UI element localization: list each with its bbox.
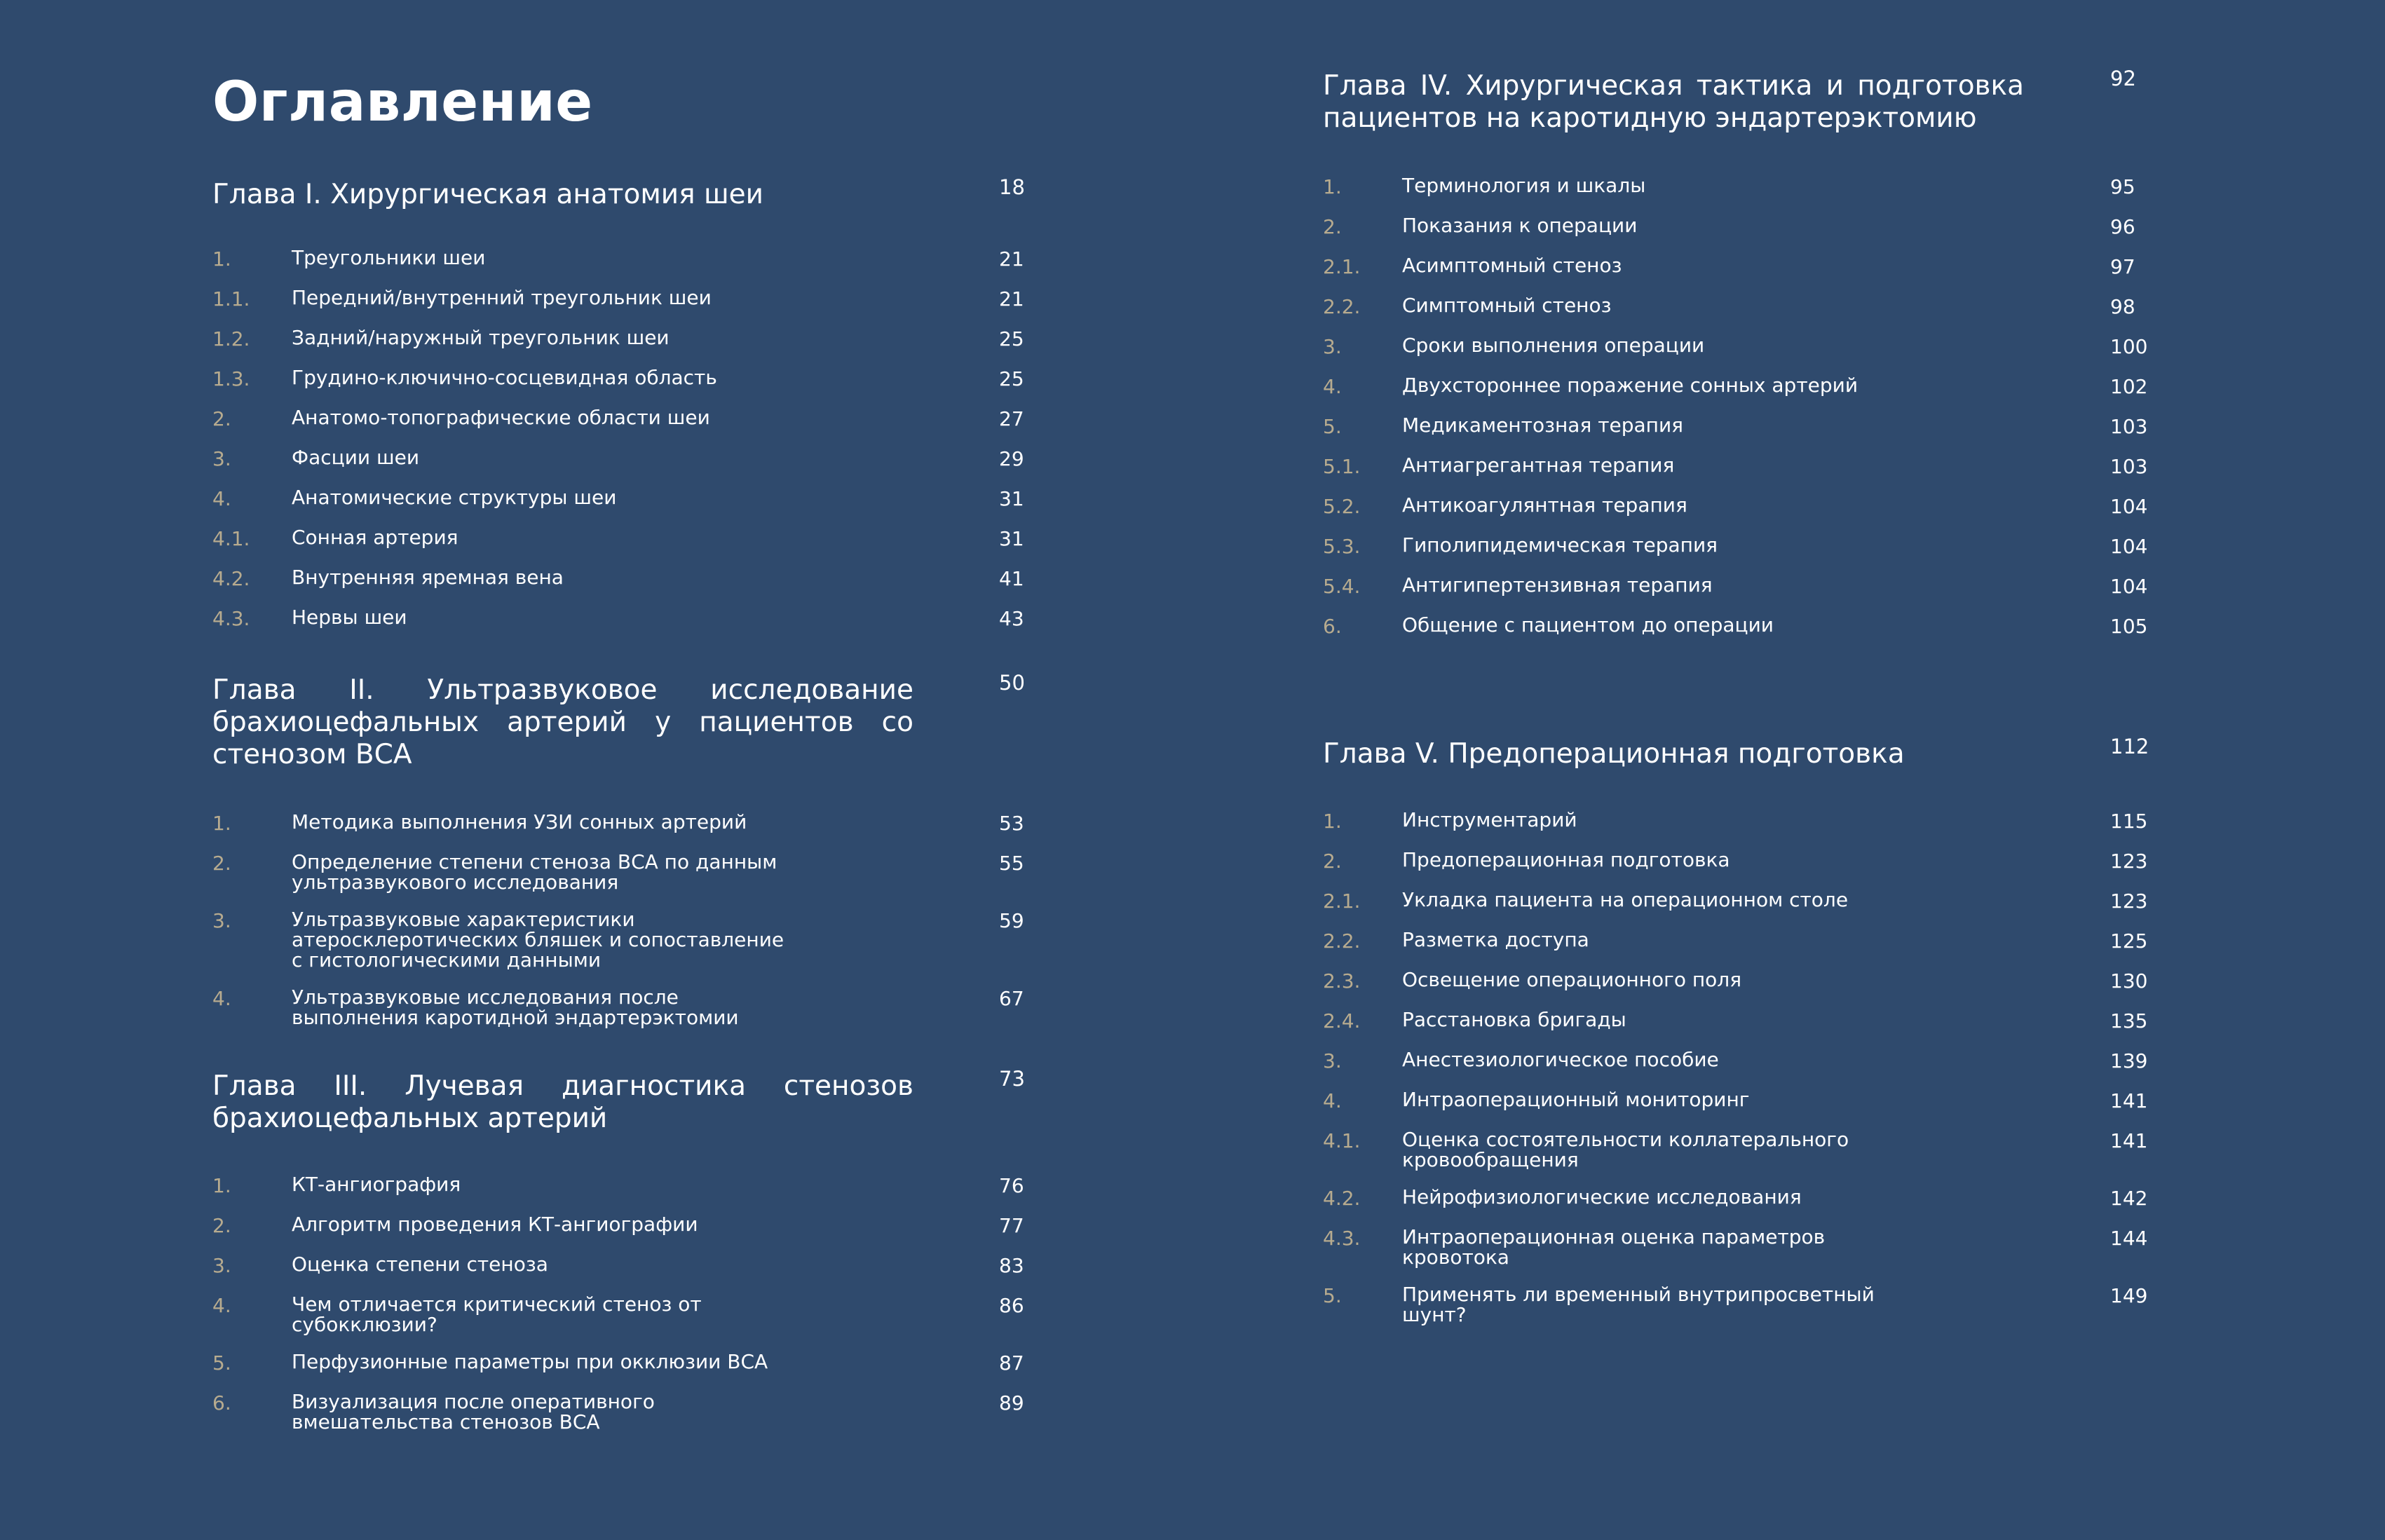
- entry-title: Анатомические структуры шеи: [292, 486, 617, 509]
- toc-entry: [1323, 969, 2150, 993]
- entry-page-number: 55: [999, 852, 1024, 875]
- entry-number: 2.4.: [1323, 1009, 1361, 1033]
- toc-entry: [212, 527, 1026, 550]
- toc-entry: [212, 1391, 1026, 1432]
- entry-number: 3.: [212, 447, 231, 470]
- entry-number: 6.: [212, 1391, 231, 1415]
- toc-entry: [1323, 1227, 2150, 1267]
- chapter-page-number: 112: [2110, 735, 2149, 758]
- entry-number: 2.2.: [1323, 929, 1361, 953]
- entry-page-number: 29: [999, 447, 1024, 470]
- chapter-title: Глава III. Лучевая диагностика стенозов брахиоцефальных артерий: [212, 1070, 913, 1134]
- entry-page-number: 77: [999, 1214, 1024, 1237]
- toc-entry: [212, 812, 1026, 835]
- entry-title: Треугольники шеи: [292, 246, 486, 269]
- entry-number: 5.4.: [1323, 575, 1361, 598]
- chapter-heading: [1323, 735, 2150, 770]
- page-title: Оглавление: [212, 71, 593, 134]
- entry-page-number: 103: [2110, 415, 2148, 438]
- entry-title: Ультразвуковые исследования после выполнения каротидной эндартерэктомии: [292, 986, 739, 1029]
- entry-title: Сонная артерия: [292, 526, 458, 549]
- entry-title: Терминология и шкалы: [1402, 174, 1646, 197]
- entry-number: 1.: [212, 812, 231, 835]
- entry-number: 1.: [1323, 175, 1342, 198]
- entry-number: 6.: [1323, 615, 1342, 638]
- toc-entry: [212, 247, 1026, 271]
- entry-title: Разметка доступа: [1402, 928, 1589, 951]
- entry-number: 4.: [212, 1294, 231, 1317]
- entry-page-number: 59: [999, 909, 1024, 932]
- entry-title: Фасции шеи: [292, 446, 420, 469]
- entry-number: 1.: [212, 247, 231, 271]
- chapter-1: [212, 175, 1026, 647]
- entry-page-number: 135: [2110, 1009, 2148, 1033]
- toc-entry: [212, 1351, 1026, 1375]
- toc-entry: [212, 909, 1026, 970]
- entry-number: 3.: [212, 1254, 231, 1277]
- entry-page-number: 103: [2110, 455, 2148, 478]
- entry-page-number: 89: [999, 1391, 1024, 1415]
- toc-entry: [212, 607, 1026, 630]
- entry-number: 3.: [212, 909, 231, 932]
- entry-page-number: 139: [2110, 1049, 2148, 1072]
- entry-title: Освещение операционного поля: [1402, 968, 1742, 991]
- toc-entry: [1323, 890, 2150, 913]
- entry-title: Алгоритм проведения КТ-ангиографии: [292, 1213, 698, 1236]
- toc-entry: [1323, 295, 2150, 318]
- entry-title: Анатомо-топографические области шеи: [292, 406, 710, 429]
- entry-page-number: 27: [999, 407, 1024, 430]
- entry-page-number: 149: [2110, 1284, 2148, 1307]
- entry-page-number: 21: [999, 287, 1024, 311]
- entry-title: Симптомный стеноз: [1402, 294, 1612, 317]
- entry-number: 4.: [1323, 375, 1342, 398]
- entry-page-number: 31: [999, 487, 1024, 510]
- entry-title: Чем отличается критический стеноз от субокклюзии?: [292, 1293, 702, 1336]
- entry-page-number: 123: [2110, 890, 2148, 913]
- toc-entry: [212, 367, 1026, 390]
- entry-page-number: 130: [2110, 969, 2148, 993]
- chapter-3: [212, 1067, 1026, 1449]
- toc-entry: [1323, 455, 2150, 478]
- toc-entry: [1323, 375, 2150, 398]
- toc-entry: [212, 327, 1026, 350]
- toc-entry: [1323, 810, 2150, 833]
- entry-number: 5.1.: [1323, 455, 1361, 478]
- chapter-page-number: 50: [999, 671, 1025, 695]
- entry-title: Определение степени стеноза ВСА по данным ультразвукового исследования: [292, 850, 777, 894]
- entry-page-number: 53: [999, 812, 1024, 835]
- toc-entry: [1323, 215, 2150, 238]
- entry-title: Оценка состоятельности коллатерального кровообращения: [1402, 1128, 1849, 1171]
- entry-title: Асимптомный стеноз: [1402, 254, 1622, 277]
- chapter-4: [1323, 67, 2150, 655]
- toc-entry: [1323, 1049, 2150, 1072]
- entry-page-number: 104: [2110, 575, 2148, 598]
- entry-title: Задний/наружный треугольник шеи: [292, 326, 670, 349]
- entry-title: Анестезиологическое пособие: [1402, 1048, 1719, 1071]
- entry-page-number: 96: [2110, 215, 2135, 238]
- entry-title: Антикоагулянтная терапия: [1402, 493, 1687, 517]
- toc-entry: [212, 407, 1026, 430]
- entry-page-number: 25: [999, 327, 1024, 350]
- entry-page-number: 123: [2110, 850, 2148, 873]
- entry-title: Визуализация после оперативного вмешательства стенозов ВСА: [292, 1390, 655, 1433]
- chapter-title: Глава IV. Хирургическая тактика и подготовка пациентов на каротидную эндартерэктомию: [1323, 70, 2024, 134]
- chapter-entries: [212, 247, 1026, 630]
- entry-title: Интраоперационная оценка параметров кровотока: [1402, 1225, 1826, 1269]
- chapter-entries: [1323, 175, 2150, 638]
- entry-number: 4.2.: [1323, 1187, 1361, 1210]
- toc-entry: [1323, 850, 2150, 873]
- entry-title: Расстановка бригады: [1402, 1008, 1626, 1031]
- chapter-page-number: 73: [999, 1067, 1025, 1091]
- chapter-2: [212, 671, 1026, 1044]
- entry-page-number: 98: [2110, 295, 2135, 318]
- chapter-title: Глава II. Ультразвуковое исследование брахиоцефальных артерий у пациентов со стенозом ВСА: [212, 674, 913, 770]
- entry-number: 2.: [1323, 215, 1342, 238]
- entry-page-number: 43: [999, 607, 1024, 630]
- entry-page-number: 97: [2110, 255, 2135, 278]
- chapter-heading: [212, 671, 1026, 771]
- entry-title: Гиполипидемическая терапия: [1402, 533, 1718, 557]
- entry-page-number: 141: [2110, 1129, 2148, 1152]
- entry-title: Укладка пациента на операционном столе: [1402, 888, 1849, 911]
- toc-entry: [1323, 335, 2150, 358]
- entry-number: 1.: [1323, 810, 1342, 833]
- chapter-entries: [212, 812, 1026, 1028]
- entry-number: 2.2.: [1323, 295, 1361, 318]
- chapter-title: Глава V. Предоперационная подготовка: [1323, 738, 1905, 770]
- entry-title: Двухстороннее поражение сонных артерий: [1402, 374, 1859, 397]
- entry-page-number: 83: [999, 1254, 1024, 1277]
- toc-entry: [1323, 615, 2150, 638]
- entry-title: Нервы шеи: [292, 606, 407, 629]
- entry-number: 4.: [1323, 1089, 1342, 1112]
- toc-entry: [212, 487, 1026, 510]
- entry-number: 5.3.: [1323, 535, 1361, 558]
- entry-title: Предоперационная подготовка: [1402, 848, 1730, 871]
- entry-number: 5.: [1323, 415, 1342, 438]
- entry-page-number: 142: [2110, 1187, 2148, 1210]
- entry-number: 1.2.: [212, 327, 250, 350]
- entry-page-number: 102: [2110, 375, 2148, 398]
- entry-page-number: 115: [2110, 810, 2148, 833]
- entry-page-number: 125: [2110, 929, 2148, 953]
- entry-page-number: 86: [999, 1294, 1024, 1317]
- entry-page-number: 31: [999, 527, 1024, 550]
- entry-title: Инструментарий: [1402, 808, 1577, 831]
- toc-entry: [212, 1214, 1026, 1237]
- chapter-5: [1323, 735, 2150, 1342]
- toc-entry: [1323, 535, 2150, 558]
- toc-entry: [1323, 1187, 2150, 1210]
- entry-page-number: 100: [2110, 335, 2148, 358]
- toc-entry: [1323, 929, 2150, 953]
- entry-number: 4.1.: [1323, 1129, 1361, 1152]
- entry-page-number: 105: [2110, 615, 2148, 638]
- entry-number: 2.: [212, 1214, 231, 1237]
- chapter-heading: [212, 1067, 1026, 1135]
- toc-entry: [1323, 1129, 2150, 1170]
- entry-number: 5.: [1323, 1284, 1342, 1307]
- chapter-title: Глава I. Хирургическая анатомия шеи: [212, 179, 763, 210]
- toc-entry: [1323, 255, 2150, 278]
- entry-page-number: 141: [2110, 1089, 2148, 1112]
- chapter-entries: [212, 1174, 1026, 1432]
- entry-title: КТ-ангиография: [292, 1173, 461, 1196]
- chapter-heading: [212, 175, 1026, 211]
- entry-number: 4.2.: [212, 567, 250, 590]
- entry-number: 4.: [212, 987, 231, 1010]
- entry-title: Показания к операции: [1402, 214, 1638, 237]
- entry-title: Сроки выполнения операции: [1402, 334, 1705, 357]
- toc-entry: [1323, 415, 2150, 438]
- entry-number: 4.3.: [212, 607, 250, 630]
- entry-number: 5.2.: [1323, 495, 1361, 518]
- entry-page-number: 144: [2110, 1227, 2148, 1250]
- entry-page-number: 87: [999, 1351, 1024, 1375]
- entry-number: 4.1.: [212, 527, 250, 550]
- entry-title: Методика выполнения УЗИ сонных артерий: [292, 810, 747, 833]
- entry-title: Антигипертензивная терапия: [1402, 573, 1713, 597]
- entry-number: 2.1.: [1323, 890, 1361, 913]
- toc-entry: [1323, 175, 2150, 198]
- chapter-entries: [1323, 810, 2150, 1325]
- entry-page-number: 67: [999, 987, 1024, 1010]
- chapter-heading: [1323, 67, 2150, 135]
- entry-number: 1.: [212, 1174, 231, 1197]
- entry-page-number: 76: [999, 1174, 1024, 1197]
- entry-number: 2.: [212, 852, 231, 875]
- chapter-page-number: 92: [2110, 67, 2136, 90]
- entry-title: Внутренняя яремная вена: [292, 566, 564, 589]
- entry-title: Перфузионные параметры при окклюзии ВСА: [292, 1350, 768, 1373]
- toc-entry: [212, 1294, 1026, 1335]
- toc-entry: [1323, 575, 2150, 598]
- entry-number: 2.1.: [1323, 255, 1361, 278]
- entry-number: 4.: [212, 487, 231, 510]
- entry-number: 1.3.: [212, 367, 250, 390]
- entry-number: 4.3.: [1323, 1227, 1361, 1250]
- entry-page-number: 104: [2110, 495, 2148, 518]
- toc-entry: [212, 567, 1026, 590]
- entry-page-number: 21: [999, 247, 1024, 271]
- entry-title: Интраоперационный мониторинг: [1402, 1088, 1750, 1111]
- chapter-page-number: 18: [999, 175, 1025, 199]
- toc-entry: [212, 447, 1026, 470]
- entry-page-number: 95: [2110, 175, 2135, 198]
- toc-entry: [212, 1254, 1026, 1277]
- entry-number: 2.: [1323, 850, 1342, 873]
- entry-number: 2.3.: [1323, 969, 1361, 993]
- toc-entry: [212, 987, 1026, 1028]
- entry-title: Общение с пациентом до операции: [1402, 613, 1774, 636]
- entry-title: Медикаментозная терапия: [1402, 414, 1684, 437]
- toc-entry: [1323, 495, 2150, 518]
- entry-title: Нейрофизиологические исследования: [1402, 1185, 1802, 1208]
- entry-number: 5.: [212, 1351, 231, 1375]
- toc-entry: [1323, 1009, 2150, 1033]
- toc-entry: [212, 1174, 1026, 1197]
- toc-entry: [212, 287, 1026, 311]
- entry-title: Ультразвуковые характеристики атеросклеротических бляшек и сопоставление с гистологическими данными: [292, 908, 784, 972]
- toc-entry: [1323, 1284, 2150, 1325]
- toc-entry: [1323, 1089, 2150, 1112]
- entry-title: Передний/внутренний треугольник шеи: [292, 286, 712, 309]
- entry-page-number: 25: [999, 367, 1024, 390]
- entry-title: Оценка степени стеноза: [292, 1253, 548, 1276]
- entry-title: Грудино-ключично-сосцевидная область: [292, 366, 717, 389]
- entry-number: 2.: [212, 407, 231, 430]
- entry-title: Применять ли временный внутрипросветный шунт?: [1402, 1283, 1875, 1326]
- entry-number: 3.: [1323, 335, 1342, 358]
- entry-number: 3.: [1323, 1049, 1342, 1072]
- entry-page-number: 41: [999, 567, 1024, 590]
- entry-page-number: 104: [2110, 535, 2148, 558]
- toc-entry: [212, 852, 1026, 892]
- entry-number: 1.1.: [212, 287, 250, 311]
- entry-title: Антиагрегантная терапия: [1402, 454, 1675, 477]
